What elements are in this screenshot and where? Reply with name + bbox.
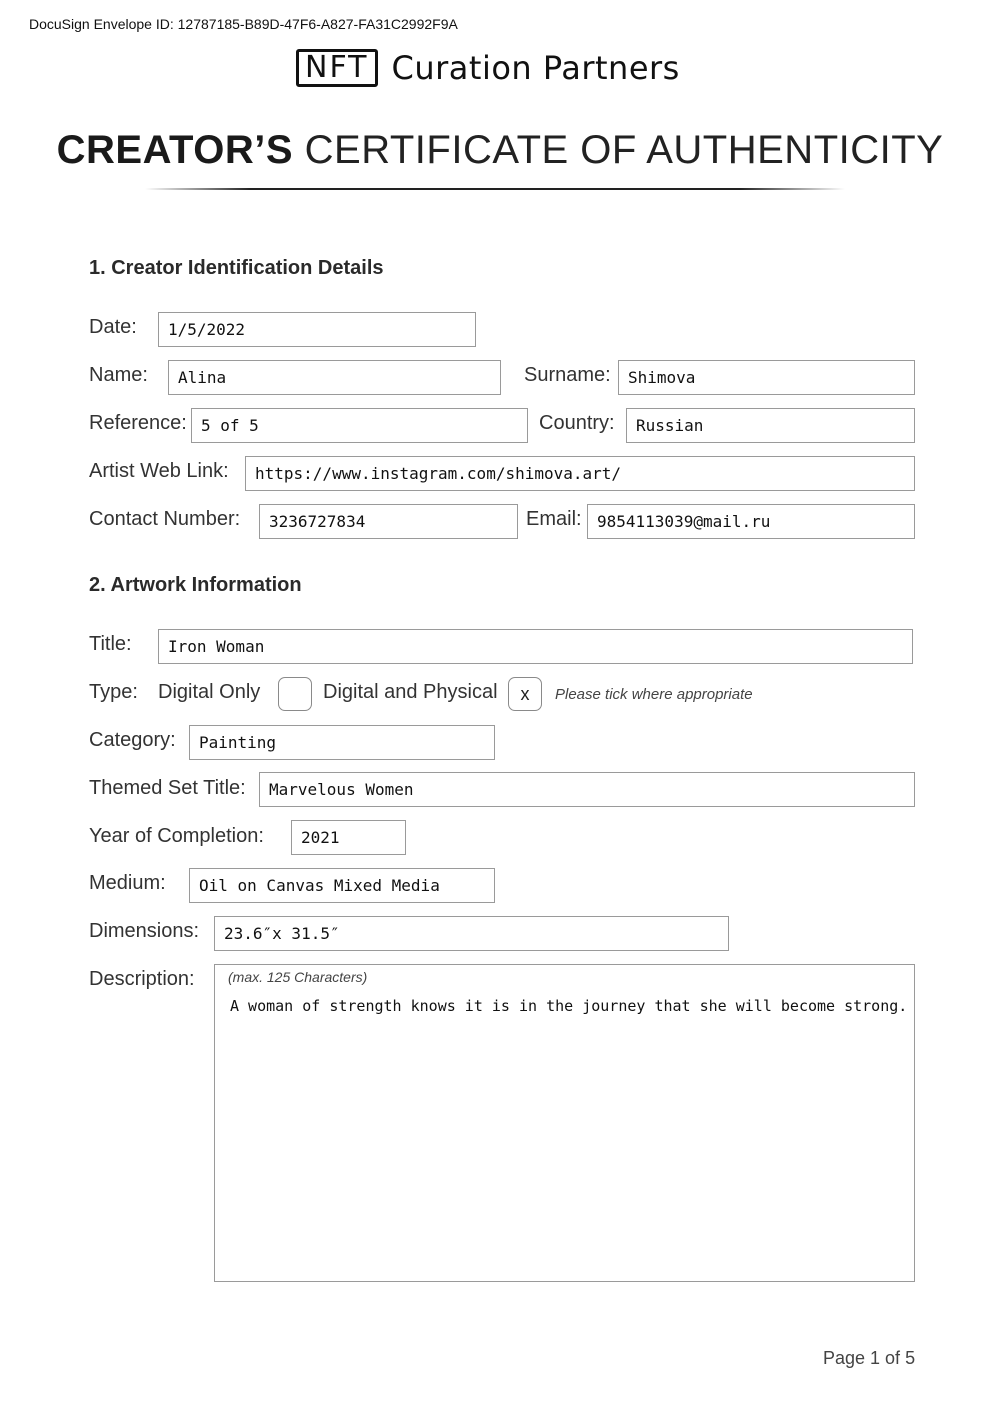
logo-mark: NFT	[296, 49, 378, 87]
description-textarea[interactable]	[214, 964, 915, 1282]
title-field[interactable]: Iron Woman	[158, 629, 913, 664]
category-field[interactable]: Painting	[189, 725, 495, 760]
section-artwork-heading: 2. Artwork Information	[89, 574, 302, 596]
contact-label: Contact Number:	[89, 508, 241, 530]
date-label: Date:	[89, 316, 137, 338]
description-hint: (max. 125 Characters)	[228, 969, 368, 985]
type-label: Type:	[89, 681, 138, 703]
weblink-field[interactable]: https://www.instagram.com/shimova.art/	[245, 456, 915, 491]
email-field[interactable]: 9854113039@mail.ru	[587, 504, 915, 539]
category-label: Category:	[89, 729, 176, 751]
contact-field[interactable]: 3236727834	[259, 504, 518, 539]
logo-text: Curation Partners	[391, 49, 680, 87]
title-divider	[145, 188, 845, 190]
description-text: A woman of strength knows it is in the journey that she will become strong.	[230, 997, 908, 1015]
country-field[interactable]: Russian	[626, 408, 915, 443]
date-field[interactable]: 1/5/2022	[158, 312, 476, 347]
title-rest: CERTIFICATE OF AUTHENTICITY	[304, 128, 944, 172]
envelope-id: DocuSign Envelope ID: 12787185-B89D-47F6-A827-FA31C2992F9A	[29, 16, 458, 32]
page-number: Page 1 of 5	[823, 1348, 916, 1368]
surname-label: Surname:	[524, 364, 611, 386]
themed-set-label: Themed Set Title:	[89, 777, 246, 799]
email-label: Email:	[526, 508, 582, 530]
medium-label: Medium:	[89, 872, 166, 894]
name-label: Name:	[89, 364, 148, 386]
section-creator-heading: 1. Creator Identification Details	[89, 257, 384, 279]
type-digital-only-checkbox[interactable]	[278, 677, 312, 711]
title-bold: CREATOR’S	[56, 128, 294, 172]
type-option-digital-physical-label: Digital and Physical	[323, 681, 498, 703]
title-label: Title:	[89, 633, 132, 655]
reference-label: Reference:	[89, 412, 187, 434]
weblink-label: Artist Web Link:	[89, 460, 229, 482]
medium-field[interactable]: Oil on Canvas Mixed Media	[189, 868, 495, 903]
surname-field[interactable]: Shimova	[618, 360, 915, 395]
type-option-digital-only-label: Digital Only	[158, 681, 261, 703]
dimensions-field[interactable]: 23.6″x 31.5″	[214, 916, 729, 951]
themed-set-field[interactable]: Marvelous Women	[259, 772, 915, 807]
year-field[interactable]: 2021	[291, 820, 406, 855]
name-field[interactable]: Alina	[168, 360, 501, 395]
logo	[296, 48, 680, 88]
type-digital-physical-checkbox[interactable]: x	[508, 677, 542, 711]
year-label: Year of Completion:	[89, 825, 264, 847]
country-label: Country:	[539, 412, 615, 434]
page-title	[0, 128, 1000, 173]
description-label: Description:	[89, 968, 195, 990]
type-hint: Please tick where appropriate	[555, 686, 753, 703]
reference-field[interactable]: 5 of 5	[191, 408, 528, 443]
dimensions-label: Dimensions:	[89, 920, 200, 942]
